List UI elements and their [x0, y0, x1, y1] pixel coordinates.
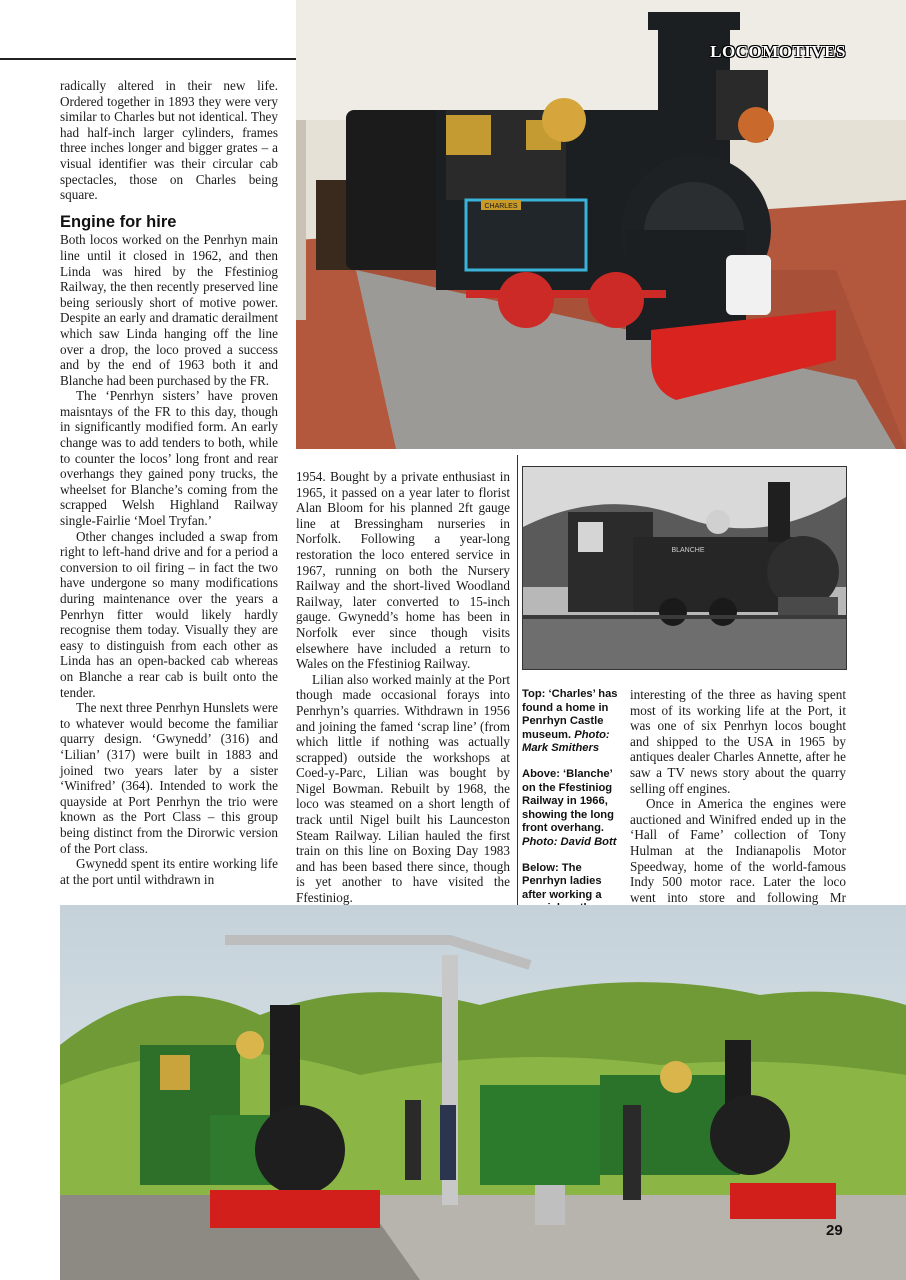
- paragraph: The next three Penrhyn Hunslets were to whatever would become the familiar quarry design. ‘Gwynedd’ (316) and ‘Lilian’ (317) were built in 1883 and joined two years later by a sister ‘Winifred’ (364). Intended to work the quayside at Port Penrhyn the trio were known as the Port Class – this group being distinct from the Dirorwic version of the Port class.: [60, 700, 278, 856]
- column-divider: [517, 455, 518, 950]
- paragraph: Once in America the engines were auctioned and Winifred ended up in the ‘Hall of Fame’ collection of Tony Hulman at the Indianapolis Motor Speedway, home of the world-famous Indy 500 motor race. Later the loco went into store and following Mr: [630, 796, 846, 905]
- photo-credit: Photo: Mark Smithers: [522, 728, 610, 755]
- article-column-2: [296, 469, 510, 921]
- caption-text: Above: ‘Blanche’ on the Ffestiniog Railway in 1966, showing the long front overhang.: [522, 767, 614, 835]
- photo-penrhyn-ladies-2012: [60, 905, 906, 1280]
- caption-top: [522, 688, 618, 756]
- photo-credit: Photo: David Bott: [522, 835, 617, 848]
- photo-charles-museum: [296, 0, 906, 449]
- photo-blanche-1966: [522, 466, 847, 670]
- paragraph: radically altered in their new life. Ordered together in 1893 they were very similar to Charles but not identical. They had half-inch larger cylinders, frames three inches longer and bigger grates – a visual identifier was their circular cab spectacles, those on Charles being square.: [60, 78, 278, 203]
- section-tag: LOCOMOTIVES: [710, 42, 846, 61]
- caption-above: [522, 768, 618, 850]
- header-rule: [0, 58, 296, 60]
- paragraph: interesting of the three as having spent most of its working life at the Port, it was one of six Penrhyn locos bought and shipped to the USA in 1965 by antiques dealer Charles Annette, after he saw a TV news story about the quarry selling off engines.: [630, 687, 846, 796]
- caption-text: Below: The Penrhyn ladies after working a: [522, 861, 602, 901]
- paragraph: The ‘Penrhyn sisters’ have proven maisntays of the FR to this day, though in significantly modified form. An early change was to add tenders to both, while to counter the locos’ long front and rear overhangs they gained pony trucks, the wheelset for Blanche’s coming from the scrapped Welsh Highland Railway single-Fairlie ‘Moel Tryfan.’: [60, 388, 278, 529]
- paragraph: Both locos worked on the Penrhyn main line until it closed in 1962, and then Linda was hired by the Ffestiniog Railway, the then recently preserved line being seriously short of motive power. Despite an early and dramatic derailment which saw Linda hanging off the line over a drop, the loco proved a success and by the end of 1963 both it and Blanche had been purchased by the FR.: [60, 232, 278, 388]
- page-number: 29: [826, 1222, 843, 1239]
- nameplate-blanche: BLANCHE: [671, 547, 705, 554]
- paragraph: Gwynedd spent its entire working life at the port until withdrawn in: [60, 856, 278, 887]
- paragraph: Other changes included a swap from right to left-hand drive and for a period a conversion to oil firing – in fact the two have undergone so many modifications during maintenance over the years a Penrhyn fitter would likely hardly recognise them today. Visually they are easy to distinguish from each other as Linda has an open-backed cab whereas on Blanche a rear cab is built onto the tender.: [60, 528, 278, 700]
- paragraph: 1954. Bought by a private enthusiast in 1965, it passed on a year later to florist Alan Bloom for his planned 2ft gauge line at Bressingham nurseries in Norfolk. Following a year-long restoration the loco entered service in 1967, running on both the Nursery Railway and the short-lived Woodland Railway, later converted to 15-inch gauge. Gwynedd’s home has been in Norfolk ever since though visits elsewhere have included a return to Wales on the Ffestiniog Railway.: [296, 469, 510, 672]
- subheading-engine-for-hire: Engine for hire: [60, 212, 177, 231]
- nameplate-charles: CHARLES: [484, 203, 518, 210]
- caption-text: Top: ‘Charles’ has found a home in Penrhyn Castle museum.: [522, 688, 618, 741]
- article-column-1: [60, 78, 278, 887]
- paragraph: Lilian also worked mainly at the Port though made occasional forays into Penrhyn’s quarries. Withdrawn in 1956 and joining the famed ‘scrap line’ (from which little if nothing was actually scrapped) outside the workshops at Coed-y-Parc, Lilian was bought by Nigel Bowman. Rebuilt by 1968, the loco was steamed on a short length of track until Nigel built his Launceston Steam Railway. Lilian hauled the first train on this line on Boxing Day 1983 and has been based there since, though is yet another to have visited the Ffestiniog.: [296, 671, 510, 906]
